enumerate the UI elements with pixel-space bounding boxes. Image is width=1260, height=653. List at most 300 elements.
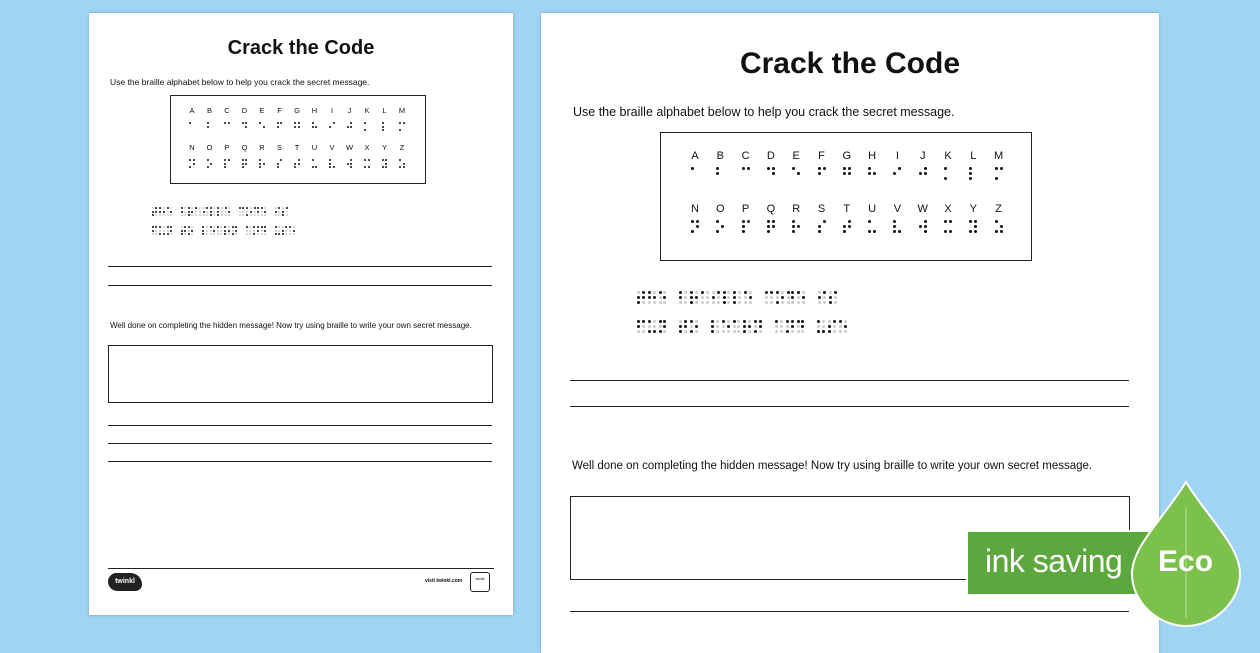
alphabet-letter-label: U — [311, 143, 318, 152]
braille-dot-empty — [716, 325, 719, 328]
braille-dot-empty — [786, 325, 789, 328]
ink-saving-label: ink saving — [985, 543, 1123, 579]
braille-dot — [919, 225, 922, 228]
braille-dot — [775, 320, 778, 323]
braille-dot-empty — [712, 291, 715, 294]
braille-dot — [848, 225, 851, 228]
braille-cell — [239, 207, 244, 216]
braille-dot — [278, 207, 280, 209]
braille-cell — [637, 320, 645, 333]
braille-dot-empty — [797, 325, 800, 328]
braille-dot-empty — [765, 296, 768, 299]
braille-dot — [217, 226, 219, 228]
braille-dot — [843, 230, 846, 233]
alphabet-letter-v — [888, 203, 906, 238]
braille-dot-empty — [797, 296, 800, 299]
braille-dot — [690, 301, 693, 304]
braille-cell — [277, 122, 282, 131]
braille-dot — [969, 177, 972, 180]
alphabet-letter-label: U — [868, 203, 877, 215]
braille-cell — [364, 122, 369, 131]
braille-cell — [294, 159, 299, 168]
alphabet-letter-label: V — [893, 203, 902, 215]
braille-dot — [155, 207, 157, 209]
braille-dot — [829, 296, 832, 299]
braille-dot — [995, 230, 998, 233]
braille-dot-empty — [239, 214, 241, 216]
alphabet-letter-e — [787, 150, 805, 185]
braille-cell — [893, 220, 901, 233]
alphabet-letter-i — [325, 106, 339, 136]
braille-dot-empty — [738, 291, 741, 294]
braille-cell — [648, 291, 656, 304]
alphabet-letter-y — [378, 143, 392, 173]
braille-dot-empty — [663, 291, 666, 294]
braille-cell — [189, 159, 194, 168]
braille-dot — [1000, 230, 1003, 233]
braille-cell — [919, 220, 927, 233]
braille-dot — [995, 220, 998, 223]
braille-dot — [893, 225, 896, 228]
alphabet-letter-m — [990, 150, 1008, 185]
braille-dot-empty — [206, 230, 208, 232]
braille-dot — [690, 330, 693, 333]
braille-dot-empty — [206, 226, 208, 228]
braille-dot — [695, 296, 698, 299]
braille-dot — [717, 291, 720, 294]
braille-dot — [722, 320, 725, 323]
braille-dot-empty — [278, 230, 280, 232]
braille-dot — [701, 291, 704, 294]
braille-dot — [743, 320, 746, 323]
alphabet-letter-x — [939, 203, 957, 238]
braille-dot — [167, 207, 169, 209]
braille-dot — [224, 230, 226, 232]
braille-dot — [691, 220, 694, 223]
secret-message-line — [637, 320, 850, 338]
braille-dot — [385, 159, 387, 161]
braille-cell — [690, 320, 698, 333]
braille-dot — [242, 159, 244, 161]
braille-dot — [749, 296, 752, 299]
braille-dot-empty — [264, 214, 266, 216]
braille-dot — [188, 211, 190, 213]
braille-dot-empty — [293, 233, 295, 235]
braille-dot-empty — [163, 226, 165, 228]
braille-cell — [152, 207, 157, 216]
braille-dot — [716, 172, 719, 175]
braille-cell — [637, 291, 645, 304]
braille-dot — [747, 167, 750, 170]
braille-dot — [843, 167, 846, 170]
braille-cell — [399, 122, 404, 131]
braille-dot-empty — [679, 320, 682, 323]
braille-dot — [245, 122, 247, 124]
braille-cell — [711, 320, 719, 333]
braille-dot — [663, 325, 666, 328]
braille-dot — [188, 233, 190, 235]
braille-dot-empty — [275, 214, 277, 216]
alphabet-letter-label: S — [276, 143, 282, 152]
braille-dot — [181, 233, 183, 235]
braille-dot — [170, 211, 172, 213]
braille-dot-empty — [217, 233, 219, 235]
braille-dot — [181, 207, 183, 209]
braille-dot — [294, 122, 296, 124]
braille-dot-empty — [242, 214, 244, 216]
braille-dot-empty — [706, 291, 709, 294]
braille-dot — [163, 211, 165, 213]
braille-dot-empty — [155, 233, 157, 235]
alphabet-letter-label: G — [842, 150, 852, 162]
braille-cell — [828, 320, 836, 333]
alphabet-letter-z — [990, 203, 1008, 238]
braille-dot — [711, 325, 714, 328]
braille-dot — [663, 296, 666, 299]
braille-cell — [797, 320, 805, 333]
braille-dot-empty — [684, 296, 687, 299]
braille-dot — [350, 163, 352, 165]
alphabet-letter-t — [290, 143, 304, 173]
braille-dot — [202, 226, 204, 228]
braille-dot — [382, 122, 384, 124]
alphabet-letter-h — [863, 150, 881, 185]
braille-cell — [818, 167, 826, 180]
braille-dot — [791, 320, 794, 323]
braille-dot-empty — [839, 325, 842, 328]
braille-dot — [770, 291, 773, 294]
braille-dot — [382, 166, 384, 168]
braille-dot — [791, 296, 794, 299]
braille-dot-empty — [780, 320, 783, 323]
braille-cell — [382, 159, 387, 168]
braille-cell — [716, 220, 724, 233]
alphabet-letter-g — [838, 150, 856, 185]
braille-dot-empty — [213, 214, 215, 216]
braille-dot-empty — [833, 330, 836, 333]
braille-cell — [679, 320, 687, 333]
braille-dot-empty — [759, 330, 762, 333]
braille-dot-empty — [152, 207, 154, 209]
alphabet-letter-i — [888, 150, 906, 185]
braille-cell — [659, 291, 667, 304]
braille-dot — [350, 166, 352, 168]
instructions: Use the braille alphabet below to help you crack the secret message. — [573, 105, 955, 119]
braille-dot-empty — [228, 233, 230, 235]
braille-dot — [347, 126, 349, 128]
braille-dot — [834, 291, 837, 294]
braille-dot-empty — [781, 301, 784, 304]
braille-dot — [642, 296, 645, 299]
alphabet-letter-h — [308, 106, 322, 136]
braille-cell — [224, 226, 229, 235]
braille-dot — [189, 159, 191, 161]
braille-dot — [257, 207, 259, 209]
braille-dot-empty — [228, 207, 230, 209]
braille-cell — [818, 220, 826, 233]
secret-message-line — [152, 203, 290, 221]
page-title: Crack the Code — [739, 47, 961, 80]
braille-dot — [207, 166, 209, 168]
braille-cell — [242, 122, 247, 131]
braille-dot — [188, 226, 190, 228]
braille-dot — [893, 220, 896, 223]
alphabet-letter-w — [343, 143, 357, 173]
twinkl-logo: twinkl — [108, 573, 142, 591]
braille-dot-empty — [684, 301, 687, 304]
alphabet-letter-u — [863, 203, 881, 238]
braille-cell — [202, 226, 207, 235]
braille-dot — [748, 325, 751, 328]
braille-dot-empty — [170, 207, 172, 209]
braille-dot — [235, 226, 237, 228]
braille-cell — [210, 226, 215, 235]
alphabet-letter-b — [203, 106, 217, 136]
braille-dot — [163, 233, 165, 235]
braille-dot-empty — [637, 330, 640, 333]
braille-dot — [767, 225, 770, 228]
answer-line — [108, 285, 492, 286]
braille-dot — [663, 320, 666, 323]
alphabet-letter-label: W — [917, 203, 928, 215]
braille-dot — [893, 172, 896, 175]
braille-dot — [399, 166, 401, 168]
braille-dot — [684, 320, 687, 323]
braille-dot — [839, 320, 842, 323]
braille-dot — [184, 230, 186, 232]
braille-cell — [995, 220, 1003, 233]
braille-dot-empty — [780, 325, 783, 328]
braille-dot-empty — [228, 226, 230, 228]
braille-dot-empty — [210, 230, 212, 232]
alphabet-letter-label: R — [792, 203, 801, 215]
braille-dot — [289, 226, 291, 228]
braille-dot — [275, 233, 277, 235]
braille-dot — [648, 291, 651, 294]
braille-dot-empty — [282, 226, 284, 228]
braille-cell — [282, 226, 287, 235]
braille-dot — [152, 226, 154, 228]
braille-dot — [155, 226, 157, 228]
braille-cell — [792, 220, 800, 233]
braille-dot-empty — [822, 320, 825, 323]
braille-dot-empty — [695, 301, 698, 304]
alphabet-letter-label: J — [919, 150, 926, 162]
alphabet-letter-label: E — [792, 150, 800, 162]
braille-dot — [181, 230, 183, 232]
braille-cell — [648, 320, 656, 333]
braille-dot — [637, 296, 640, 299]
alphabet-letter-label: T — [843, 203, 851, 215]
braille-dot-empty — [754, 325, 757, 328]
alphabet-letter-label: G — [294, 106, 300, 115]
braille-dot — [193, 163, 195, 165]
braille-cell — [742, 167, 750, 180]
braille-dot-empty — [659, 325, 662, 328]
alphabet-letter-e — [255, 106, 269, 136]
alphabet-letter-a — [185, 106, 199, 136]
alphabet-letter-label: I — [895, 150, 899, 162]
braille-dot — [261, 226, 263, 228]
braille-cell — [282, 207, 287, 216]
braille-dot-empty — [289, 233, 291, 235]
braille-dot — [791, 291, 794, 294]
braille-dot — [924, 225, 927, 228]
braille-dot-empty — [155, 214, 157, 216]
alphabet-letter-label: H — [868, 150, 877, 162]
braille-dot — [350, 122, 352, 124]
braille-dot-empty — [802, 301, 805, 304]
braille-dot — [843, 172, 846, 175]
braille-dot — [250, 211, 252, 213]
braille-dot — [210, 207, 212, 209]
braille-dot — [347, 163, 349, 165]
braille-dot-empty — [264, 207, 266, 209]
braille-dot — [949, 230, 952, 233]
braille-dot-empty — [695, 291, 698, 294]
braille-cell — [691, 220, 699, 233]
braille-dot-empty — [776, 296, 779, 299]
braille-dot — [828, 325, 831, 328]
braille-cell — [277, 159, 282, 168]
braille-dot-empty — [191, 226, 193, 228]
braille-dot — [898, 230, 901, 233]
braille-dot — [224, 233, 226, 235]
braille-dot-empty — [701, 301, 704, 304]
braille-dot — [733, 320, 736, 323]
braille-cell — [195, 207, 200, 216]
alphabet-letter-label: C — [741, 150, 750, 162]
braille-cell — [159, 207, 164, 216]
braille-cell — [786, 320, 794, 333]
braille-dot — [648, 296, 651, 299]
braille-dot — [637, 325, 640, 328]
braille-dot-empty — [695, 330, 698, 333]
alphabet-letter-w — [914, 203, 932, 238]
alphabet-letter-g — [290, 106, 304, 136]
braille-alphabet-box — [170, 95, 426, 184]
braille-dot — [969, 230, 972, 233]
braille-cell — [253, 226, 258, 235]
alphabet-letter-label: V — [329, 143, 335, 152]
alphabet-letter-label: T — [294, 143, 300, 152]
braille-cell — [347, 159, 352, 168]
alphabet-letter-o — [203, 143, 217, 173]
braille-dot-empty — [801, 330, 804, 333]
braille-dot-empty — [264, 233, 266, 235]
braille-dot — [245, 159, 247, 161]
braille-dot-empty — [199, 211, 201, 213]
alphabet-letter-label: D — [241, 106, 248, 115]
braille-dot — [772, 220, 775, 223]
braille-dot — [974, 230, 977, 233]
braille-dot — [264, 230, 266, 232]
braille-cell — [754, 320, 762, 333]
braille-dot — [716, 167, 719, 170]
braille-cell — [690, 291, 698, 304]
alphabet-letter-label: O — [206, 143, 213, 152]
braille-dot — [924, 172, 927, 175]
braille-dot — [188, 214, 190, 216]
braille-dot-empty — [167, 211, 169, 213]
braille-dot-empty — [727, 296, 730, 299]
braille-cell — [189, 122, 194, 131]
braille-dot-empty — [213, 233, 215, 235]
braille-dot — [716, 230, 719, 233]
braille-dot-empty — [285, 233, 287, 235]
braille-dot — [403, 122, 405, 124]
braille-dot — [797, 225, 800, 228]
braille-cell — [679, 291, 687, 304]
braille-dot — [298, 159, 300, 161]
braille-dot — [242, 163, 244, 165]
braille-dot — [293, 230, 295, 232]
braille-dot — [382, 126, 384, 128]
braille-dot — [294, 166, 296, 168]
braille-dot-empty — [833, 325, 836, 328]
instructions: Use the braille alphabet below to help you crack the secret message. — [110, 77, 370, 87]
alphabet-letter-n — [686, 203, 704, 238]
braille-dot-empty — [744, 301, 747, 304]
braille-dot — [259, 159, 261, 161]
braille-dot — [224, 166, 226, 168]
braille-dot-empty — [167, 230, 169, 232]
braille-dot — [754, 330, 757, 333]
braille-cell — [217, 207, 222, 216]
braille-cell — [207, 159, 212, 168]
braille-dot — [403, 166, 405, 168]
braille-cell — [743, 320, 751, 333]
braille-dot-empty — [828, 320, 831, 323]
alphabet-letter-label: F — [818, 150, 825, 162]
braille-dot — [312, 166, 314, 168]
braille-dot — [696, 225, 699, 228]
braille-dot-empty — [818, 291, 821, 294]
braille-dot — [181, 211, 183, 213]
braille-dot-empty — [781, 291, 784, 294]
braille-cell — [152, 226, 157, 235]
alphabet-letter-label: S — [817, 203, 826, 215]
alphabet-letter-label: N — [691, 203, 699, 215]
braille-dot-empty — [716, 330, 719, 333]
braille-dot-empty — [206, 214, 208, 216]
braille-dot — [786, 330, 789, 333]
braille-dot — [742, 225, 745, 228]
alphabet-letter-k — [939, 150, 957, 185]
braille-dot-empty — [278, 226, 280, 228]
alphabet-letter-label: L — [970, 150, 977, 162]
braille-dot-empty — [727, 320, 730, 323]
braille-dot — [257, 226, 259, 228]
braille-dot — [747, 220, 750, 223]
braille-dot — [364, 129, 366, 131]
alphabet-letter-r — [787, 203, 805, 238]
braille-dot-empty — [249, 233, 251, 235]
braille-dot — [315, 126, 317, 128]
braille-dot — [350, 159, 352, 161]
braille-cell — [868, 220, 876, 233]
braille-dot-empty — [787, 296, 790, 299]
braille-dot-empty — [706, 296, 709, 299]
braille-dot — [152, 214, 154, 216]
braille-dot-empty — [246, 211, 248, 213]
braille-dot — [210, 226, 212, 228]
braille-dot — [364, 122, 366, 124]
braille-dot — [159, 233, 161, 235]
braille-dot-empty — [159, 230, 161, 232]
braille-dot — [155, 211, 157, 213]
braille-cell — [716, 167, 724, 180]
